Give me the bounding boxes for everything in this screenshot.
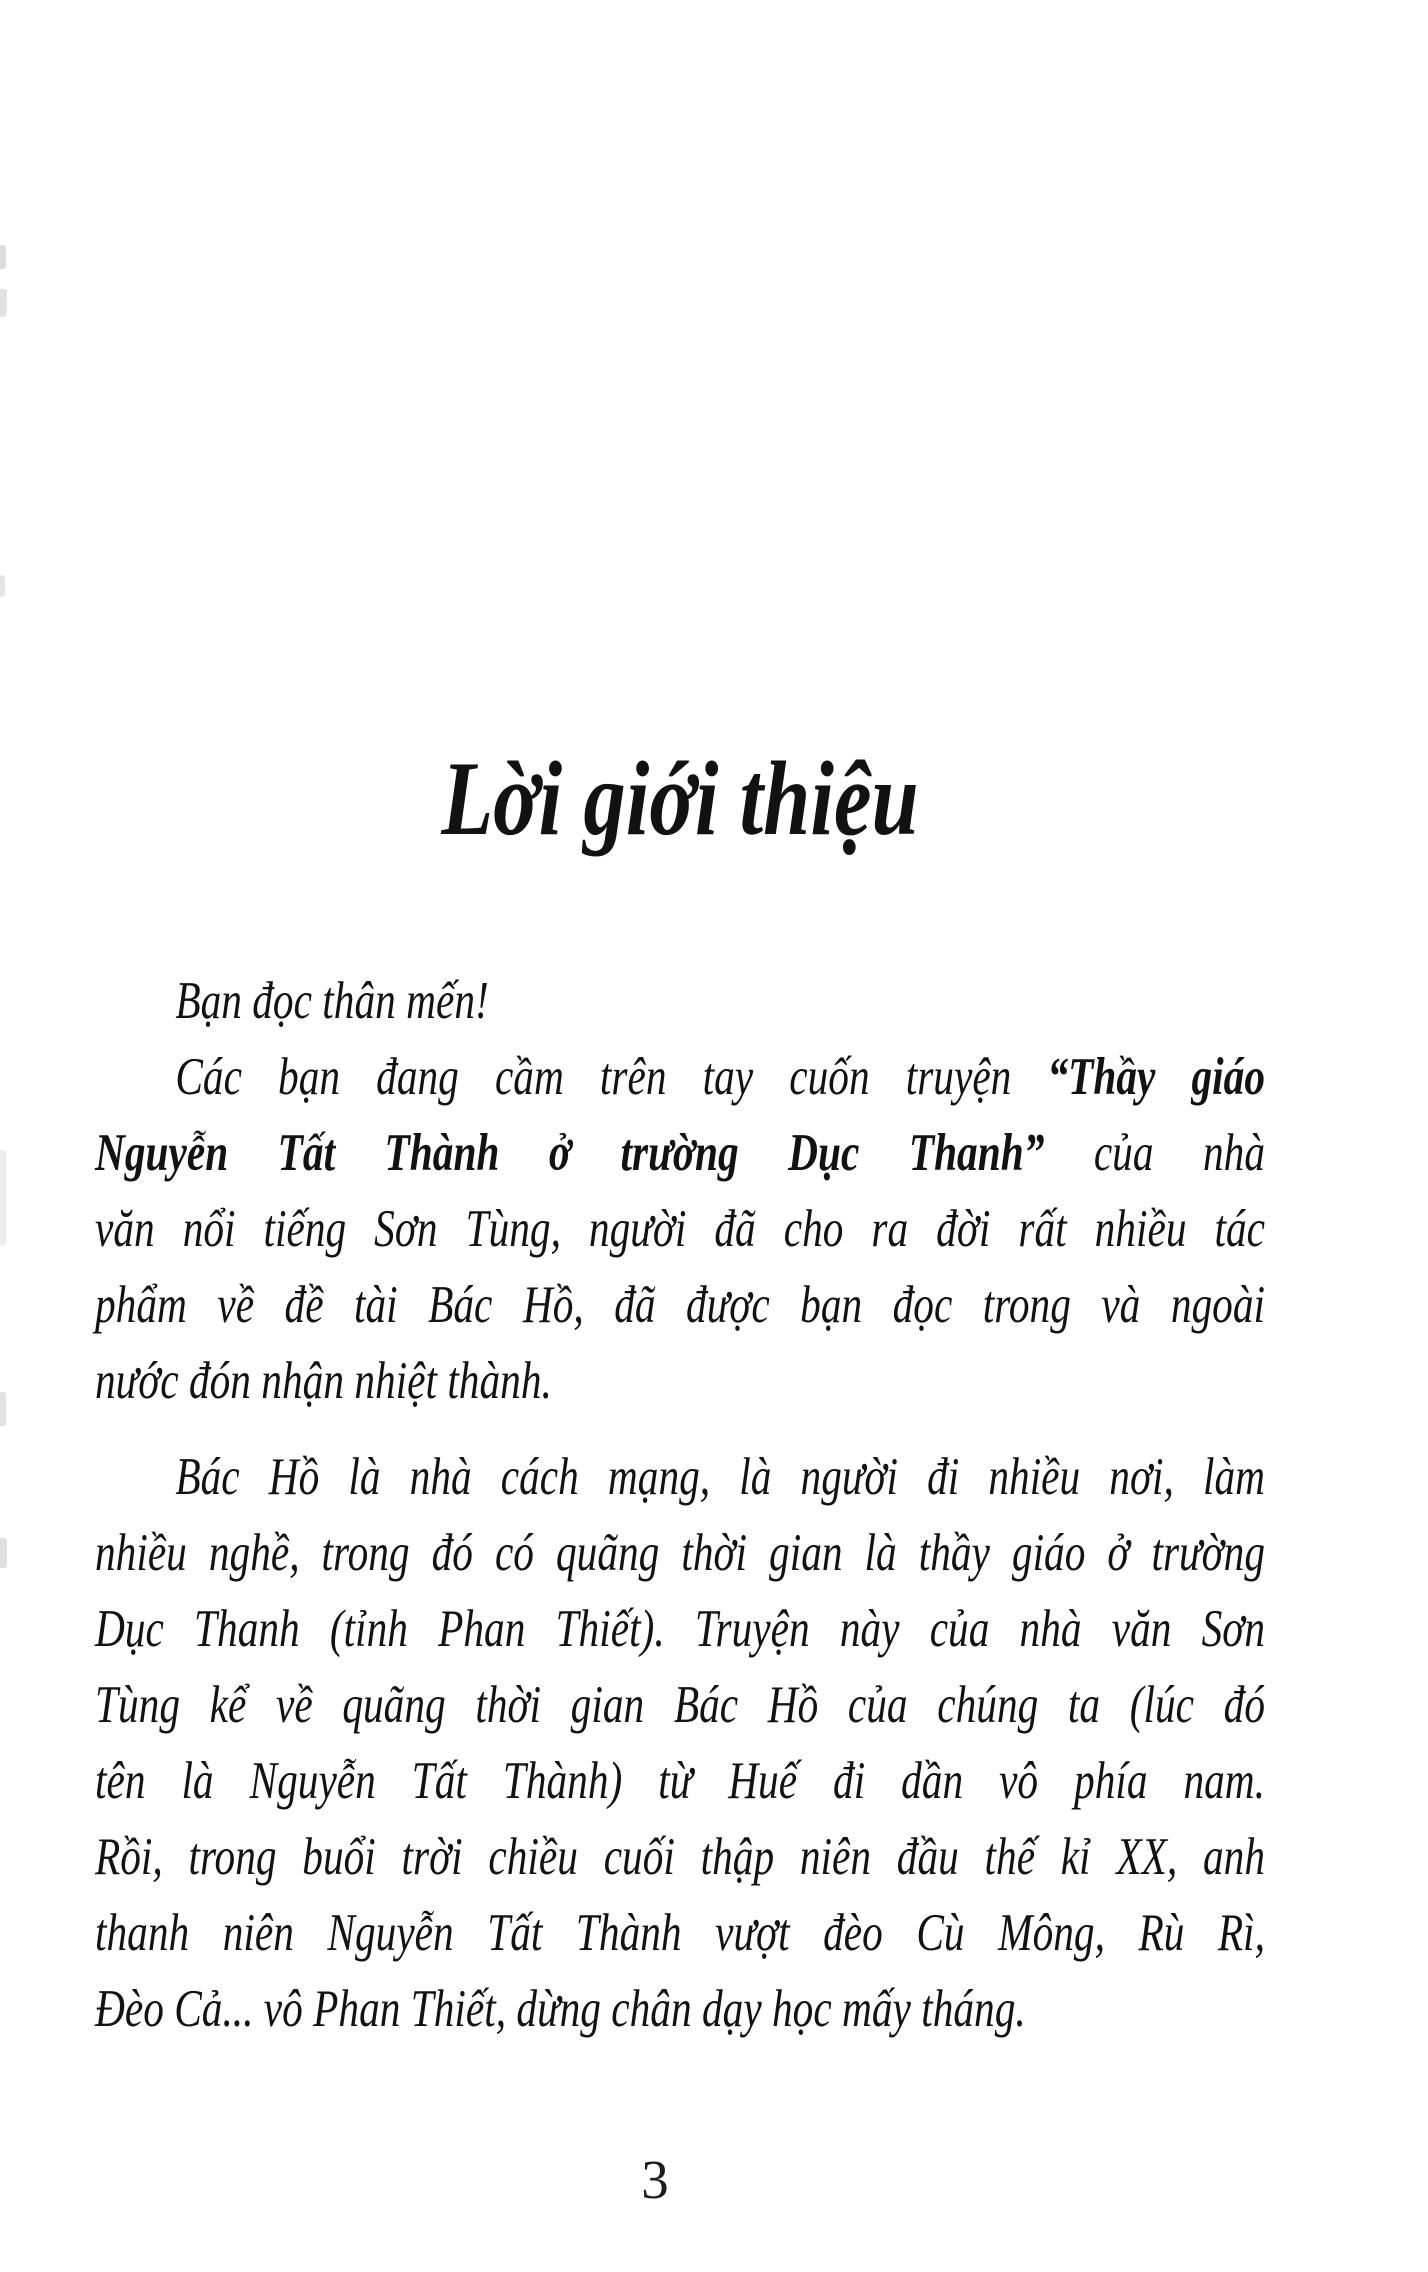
text-segment: Đèo Cả... vô Phan Thiết, dừng chân dạy học mấy tháng. [95, 1980, 1026, 2038]
text-segment: Rồi, trong buổi trời chiều cuối thập niên đầu thế kỉ XX, anh [95, 1828, 1265, 1886]
text-segment: phẩm về đề tài Bác Hồ, đã được bạn đọc trong và ngoài [95, 1276, 1265, 1334]
scan-smudge [0, 289, 7, 317]
text-line [95, 1191, 1265, 1267]
text-segment: của nhà [1044, 1124, 1265, 1182]
paragraph [95, 1439, 1265, 2047]
scan-smudge [0, 1150, 6, 1245]
page-title: Lời giới thiệu [441, 740, 919, 857]
text-segment: nước đón nhận nhiệt thành. [95, 1352, 552, 1410]
text-line [95, 1895, 1265, 1971]
text-line [95, 1515, 1265, 1591]
text-segment: nhiều nghề, trong đó có quãng thời gian là thầy giáo ở trường [95, 1524, 1265, 1582]
scan-smudge [0, 575, 5, 597]
text-line [95, 1267, 1265, 1343]
text-segment: Bác Hồ là nhà cách mạng, là người đi nhiều nơi, làm [175, 1448, 1266, 1506]
paragraph [95, 963, 1265, 1039]
text-line [95, 1439, 1265, 1515]
paragraph [95, 1039, 1265, 1419]
text-line [95, 1667, 1265, 1743]
scan-smudge [0, 245, 6, 269]
text-segment: Các bạn đang cầm trên tay cuốn truyện [175, 1048, 1048, 1106]
text-segment: Tùng kể về quãng thời gian Bác Hồ của chúng ta (lúc đó [95, 1676, 1265, 1734]
text-line [95, 1819, 1265, 1895]
text-segment: tên là Nguyễn Tất Thành) từ Huế đi dần vô phía nam. [95, 1752, 1265, 1810]
scan-smudge [0, 1392, 6, 1426]
text-segment: Bạn đọc thân mến! [175, 972, 489, 1030]
text-line [95, 1115, 1265, 1191]
text-line [95, 1591, 1265, 1667]
text-line [95, 963, 1265, 1039]
bold-text-segment: “Thầy giáo [1047, 1048, 1265, 1106]
scan-smudge [0, 1538, 7, 1568]
text-segment: văn nổi tiếng Sơn Tùng, người đã cho ra đời rất nhiều tác [95, 1200, 1265, 1258]
text-line [95, 1343, 1265, 1419]
body-text [95, 963, 1265, 2047]
text-line [95, 1743, 1265, 1819]
text-segment: thanh niên Nguyễn Tất Thành vượt đèo Cù Mông, Rù Rì, [95, 1904, 1265, 1962]
bold-text-segment: Nguyễn Tất Thành ở trường Dục Thanh” [95, 1124, 1045, 1182]
text-line [95, 1039, 1265, 1115]
page-number: 3 [641, 2149, 669, 2210]
text-line [95, 1971, 1265, 2047]
text-segment: Dục Thanh (tỉnh Phan Thiết). Truyện này của nhà văn Sơn [95, 1600, 1265, 1658]
